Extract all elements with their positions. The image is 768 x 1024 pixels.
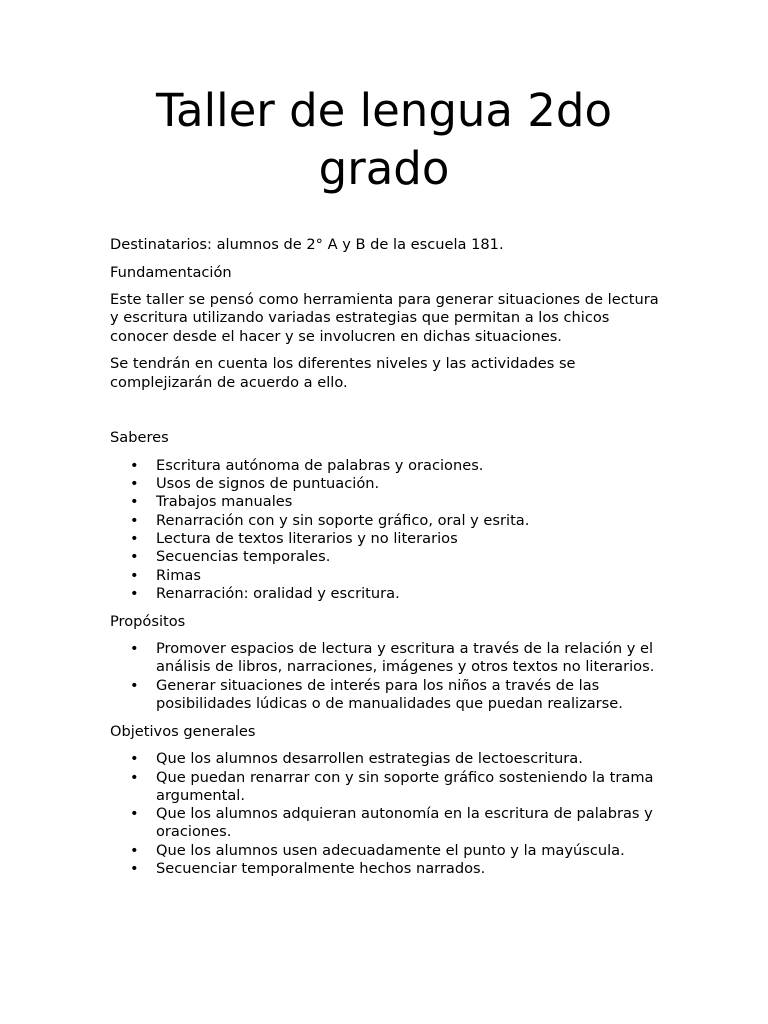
document-title-line-2: grado: [318, 142, 450, 195]
list-item-text: Renarración con y sin soporte gráfico, oral y esrita.: [156, 511, 530, 529]
list-item: [110, 769, 670, 806]
objetivos-heading: Objetivos generales: [110, 722, 256, 740]
bullet-icon: •: [130, 530, 139, 548]
bullet-icon: •: [130, 768, 139, 786]
list-item-text: Rimas: [156, 566, 201, 584]
list-item-text: Que los alumnos adquieran autonomía en la escritura de palabras y oraciones.: [156, 805, 653, 841]
list-item-text: Secuencias temporales.: [156, 548, 331, 566]
list-item-text: Generar situaciones de interés para los niños a través de las posibilidades lúdicas o de manualidades que puedan realizarse.: [156, 676, 623, 713]
bullet-icon: •: [130, 640, 139, 658]
list-item: [110, 530, 670, 548]
list-item-text: Trabajos manuales: [156, 493, 293, 511]
list-item: [110, 842, 670, 860]
propositos-heading: Propósitos: [110, 612, 186, 630]
bullet-icon: •: [130, 584, 139, 602]
list-item: [110, 677, 670, 714]
bullet-icon: •: [130, 493, 139, 511]
list-item: [110, 493, 670, 511]
list-item-text: Que puedan renarrar con y sin soporte gráfico sosteniendo la trama argumental.: [156, 768, 654, 804]
bullet-icon: •: [130, 805, 139, 823]
list-item: [110, 567, 670, 585]
list-item: [110, 640, 670, 677]
fundamentacion-paragraph-1: Este taller se pensó como herramienta para generar situaciones de lectura y escritura utilizando variadas estrategias que permitan a los chicos conocer desde el hacer y se involucren en dichas situaciones.: [110, 291, 659, 345]
document-title-line-1: Taller de lengua 2do: [155, 84, 613, 137]
list-item: [110, 805, 670, 842]
bullet-icon: •: [130, 548, 139, 566]
list-item: [110, 860, 670, 878]
section-spacer: [110, 401, 670, 429]
bullet-icon: •: [130, 676, 139, 694]
bullet-icon: •: [130, 841, 139, 859]
list-item-text: Que los alumnos desarrollen estrategias de lectoescritura.: [156, 750, 583, 768]
bullet-icon: •: [130, 456, 139, 474]
saberes-list: [110, 457, 670, 603]
objetivos-list: [110, 750, 670, 878]
list-item: [110, 475, 670, 493]
bullet-icon: •: [130, 859, 139, 877]
saberes-heading: Saberes: [110, 429, 169, 447]
list-item-text: Secuenciar temporalmente hechos narrados.: [156, 859, 486, 877]
list-item: [110, 512, 670, 530]
list-item-text: Usos de signos de puntuación.: [156, 475, 380, 493]
destinatarios-text: Destinatarios: alumnos de 2° A y B de la escuela 181.: [110, 236, 504, 253]
bullet-icon: •: [130, 750, 139, 768]
bullet-icon: •: [130, 566, 139, 584]
list-item-text: Promover espacios de lectura y escritura a través de la relación y el análisis de libros, narraciones, imágenes y otros textos no literarios.: [156, 640, 655, 676]
bullet-icon: •: [130, 511, 139, 529]
propositos-list: [110, 640, 670, 713]
list-item: [110, 457, 670, 475]
list-item-text: Lectura de textos literarios y no literarios: [156, 530, 458, 548]
list-item-text: Que los alumnos usen adecuadamente el punto y la mayúscula.: [156, 841, 625, 859]
list-item-text: Escritura autónoma de palabras y oraciones.: [156, 456, 484, 474]
list-item: [110, 750, 670, 768]
list-item: [110, 585, 670, 603]
list-item: [110, 548, 670, 566]
fundamentacion-heading: Fundamentación: [110, 263, 232, 281]
bullet-icon: •: [130, 475, 139, 493]
fundamentacion-paragraph-2: Se tendrán en cuenta los diferentes niveles y las actividades se complejizarán de acuerdo a ello.: [110, 355, 576, 391]
document-body: [110, 236, 670, 888]
list-item-text: Renarración: oralidad y escritura.: [156, 584, 400, 602]
